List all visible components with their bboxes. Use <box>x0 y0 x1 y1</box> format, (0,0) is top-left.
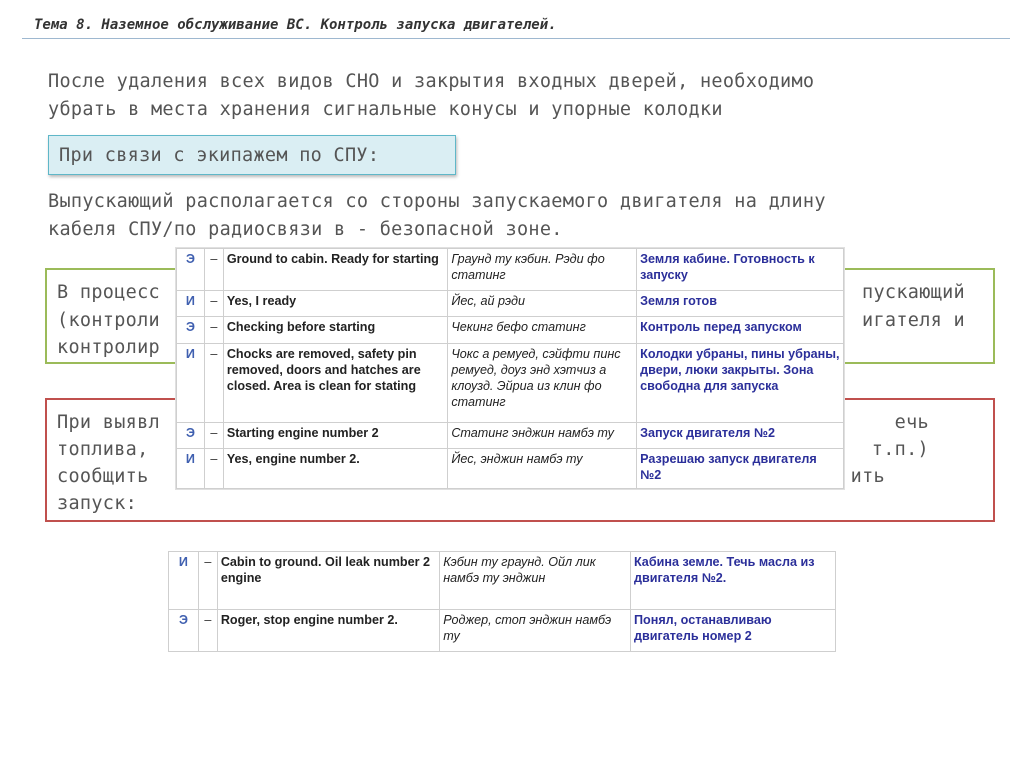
release-line-1: Выпускающий располагается со стороны запускаемого двигателя на длину <box>48 191 826 212</box>
dash-cell: – <box>204 291 223 317</box>
table-row <box>177 291 844 317</box>
role-cell: И <box>177 344 205 423</box>
russian-phrase: Кабина земле. Течь масла из двигателя №2. <box>630 552 835 610</box>
role-cell: Э <box>177 423 205 449</box>
russian-phrase: Земля кабине. Готовность к запуску <box>637 249 844 291</box>
green-line-1-right: пускающий <box>862 282 965 303</box>
transcription: Чокс а ремуед, сэйфти пинс ремуед, доуз энд хэтчиз а клоузд. Эйриа из клин фо статинг <box>448 344 637 423</box>
spu-box <box>48 135 456 175</box>
intro-paragraph <box>48 68 814 124</box>
transcription: Статинг энджин намбэ ту <box>448 423 637 449</box>
role-cell: Э <box>169 610 199 652</box>
red-line-1-right: ечь <box>894 412 929 433</box>
red-line-3-left: сообщить <box>57 466 149 487</box>
table-row <box>177 449 844 489</box>
dash-cell: – <box>204 449 223 489</box>
intro-line-2: убрать в места хранения сигнальные конусы и упорные колодки <box>48 99 723 120</box>
transcription: Граунд ту кэбин. Рэди фо статинг <box>448 249 637 291</box>
spu-box-label: При связи с экипажем по СПУ: <box>59 145 380 166</box>
table-row <box>177 317 844 344</box>
russian-phrase: Разрешаю запуск двигателя №2 <box>637 449 844 489</box>
slide-title: Тема 8. Наземное обслуживание ВС. Контроль запуска двигателей. <box>34 17 557 33</box>
release-paragraph <box>48 188 826 244</box>
role-cell: Э <box>177 317 205 344</box>
transcription: Кэбин ту граунд. Ойл лик намбэ ту энджин <box>440 552 631 610</box>
red-line-3-right: ить <box>850 466 885 487</box>
dash-cell: – <box>204 249 223 291</box>
english-phrase: Chocks are removed, safety pin removed, doors and hatches are closed. Area is clean for stating <box>223 344 448 423</box>
dash-cell: – <box>198 610 217 652</box>
english-phrase: Roger, stop engine number 2. <box>217 610 439 652</box>
table-row <box>177 423 844 449</box>
role-cell: Э <box>177 249 205 291</box>
green-line-2-right: игателя и <box>862 310 965 331</box>
green-line-1-left: В процесс <box>57 282 160 303</box>
dash-cell: – <box>204 344 223 423</box>
transcription: Йес, энджин намбэ ту <box>448 449 637 489</box>
title-underline <box>22 38 1010 39</box>
table-row <box>177 249 844 291</box>
russian-phrase: Земля готов <box>637 291 844 317</box>
table-row <box>169 610 836 652</box>
english-phrase: Starting engine number 2 <box>223 423 448 449</box>
role-cell: И <box>177 449 205 489</box>
phraseology-table-oil-leak <box>168 551 836 652</box>
russian-phrase: Понял, останавливаю двигатель номер 2 <box>630 610 835 652</box>
transcription: Чекинг бефо статинг <box>448 317 637 344</box>
russian-phrase: Колодки убраны, пины убраны, двери, люки закрыты. Зона свободна для запуска <box>637 344 844 423</box>
transcription: Йес, ай рэди <box>448 291 637 317</box>
russian-phrase: Контроль перед запуском <box>637 317 844 344</box>
english-phrase: Checking before starting <box>223 317 448 344</box>
red-line-1-left: При выявл <box>57 412 160 433</box>
role-cell: И <box>177 291 205 317</box>
russian-phrase: Запуск двигателя №2 <box>637 423 844 449</box>
green-line-3-left: контролир <box>57 337 160 358</box>
english-phrase: Yes, engine number 2. <box>223 449 448 489</box>
english-phrase: Cabin to ground. Oil leak number 2 engine <box>217 552 439 610</box>
dash-cell: – <box>204 423 223 449</box>
dash-cell: – <box>198 552 217 610</box>
intro-line-1: После удаления всех видов СНО и закрытия входных дверей, необходимо <box>48 71 815 92</box>
table-row <box>169 552 836 610</box>
green-line-2-left: (контроли <box>57 310 160 331</box>
dash-cell: – <box>204 317 223 344</box>
red-line-4-left: запуск: <box>57 493 138 514</box>
english-phrase: Ground to cabin. Ready for starting <box>223 249 448 291</box>
transcription: Роджер, стоп энджин намбэ ту <box>440 610 631 652</box>
red-line-2-left: топлива, <box>57 439 149 460</box>
red-line-2-right: т.п.) <box>871 439 929 460</box>
english-phrase: Yes, I ready <box>223 291 448 317</box>
role-cell: И <box>169 552 199 610</box>
phraseology-table-start <box>176 248 844 489</box>
table-row <box>177 344 844 423</box>
release-line-2: кабеля СПУ/по радиосвязи в - безопасной зоне. <box>48 219 563 240</box>
